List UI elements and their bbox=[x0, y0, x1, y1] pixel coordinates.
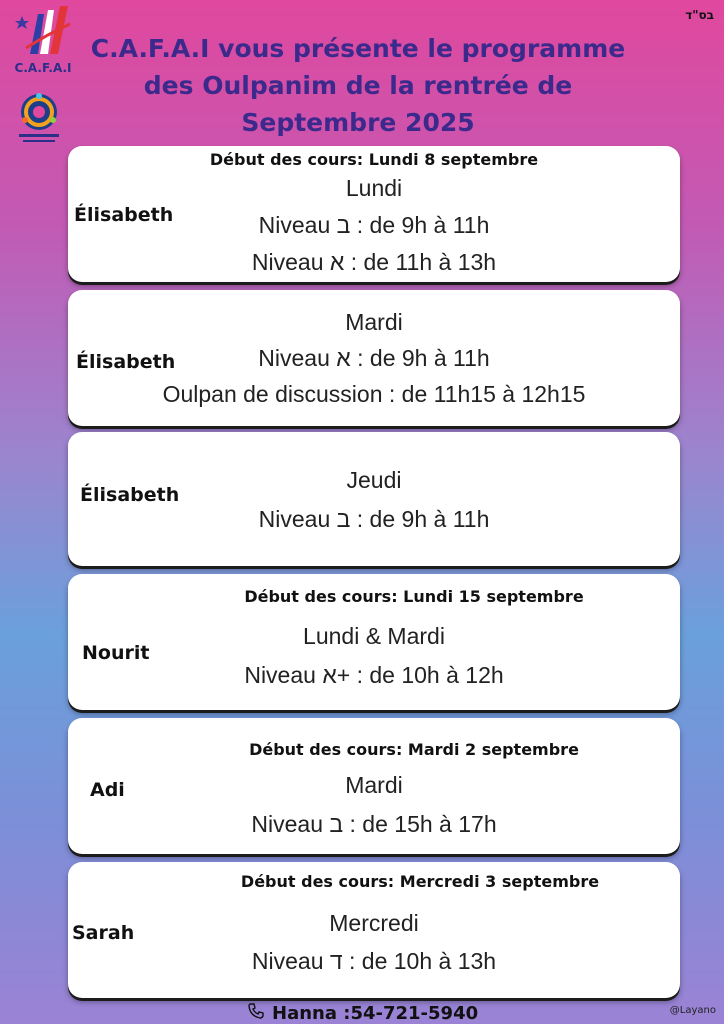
schedule-day: Mardi bbox=[345, 309, 403, 335]
teacher-name: Élisabeth bbox=[76, 351, 176, 373]
schedule-card-elisabeth-jeudi bbox=[68, 432, 680, 566]
schedule-day: Mercredi bbox=[329, 910, 419, 936]
partner-logo bbox=[14, 90, 64, 148]
course-start-date: Début des cours: Mardi 2 septembre bbox=[249, 740, 579, 759]
bsd-mark: בס"ד bbox=[685, 8, 714, 22]
contact-footer bbox=[248, 1003, 478, 1024]
course-start-date: Début des cours: Mercredi 3 septembre bbox=[240, 872, 600, 891]
schedule-card-elisabeth-mardi bbox=[68, 290, 680, 426]
svg-text:C.A.F.A.I: C.A.F.A.I bbox=[14, 61, 72, 75]
teacher-name: Adi bbox=[90, 779, 125, 801]
teacher-name: Sarah bbox=[72, 922, 135, 944]
schedule-slot: Niveau א+ : de 10h à 12h bbox=[244, 662, 504, 688]
contact-phone[interactable]: Hanna :54-721-5940 bbox=[272, 1003, 479, 1024]
schedule-day: Jeudi bbox=[346, 467, 402, 493]
schedule-slot: Niveau ב : de 9h à 11h bbox=[258, 212, 490, 238]
author-handle: @Layano bbox=[669, 1005, 716, 1016]
schedule-slot: Niveau א : de 11h à 13h bbox=[251, 249, 497, 275]
teacher-name: Nourit bbox=[82, 642, 150, 664]
course-start-date: Début des cours: Lundi 15 septembre bbox=[244, 587, 584, 606]
schedule-card-nourit bbox=[68, 574, 680, 710]
schedule-slot: Oulpan de discussion : de 11h15 à 12h15 bbox=[162, 381, 586, 407]
teacher-name: Élisabeth bbox=[74, 204, 174, 226]
schedule-card-sarah bbox=[68, 862, 680, 998]
schedule-day: Lundi bbox=[345, 175, 403, 201]
title-line-3: Septembre 2025 bbox=[241, 108, 475, 137]
title-line-2: des Oulpanim de la rentrée de bbox=[143, 71, 573, 100]
schedule-slot: Niveau ב : de 15h à 17h bbox=[251, 811, 497, 837]
schedule-card-elisabeth-lundi bbox=[68, 146, 680, 282]
teacher-name: Élisabeth bbox=[80, 484, 180, 506]
course-start-date: Début des cours: Lundi 8 septembre bbox=[209, 150, 539, 169]
schedule-slot: Niveau ב : de 9h à 11h bbox=[258, 506, 490, 532]
title-line-1: C.A.F.A.I vous présente le programme bbox=[90, 34, 626, 63]
schedule-slot: Niveau א : de 9h à 11h bbox=[258, 345, 490, 371]
cafai-logo bbox=[8, 4, 78, 78]
phone-icon bbox=[248, 1003, 264, 1024]
page-title bbox=[88, 30, 628, 141]
schedule-day: Lundi & Mardi bbox=[303, 623, 445, 649]
schedule-card-adi bbox=[68, 718, 680, 854]
schedule-slot: Niveau ד : de 10h à 13h bbox=[251, 948, 497, 974]
schedule-day: Mardi bbox=[345, 772, 403, 798]
